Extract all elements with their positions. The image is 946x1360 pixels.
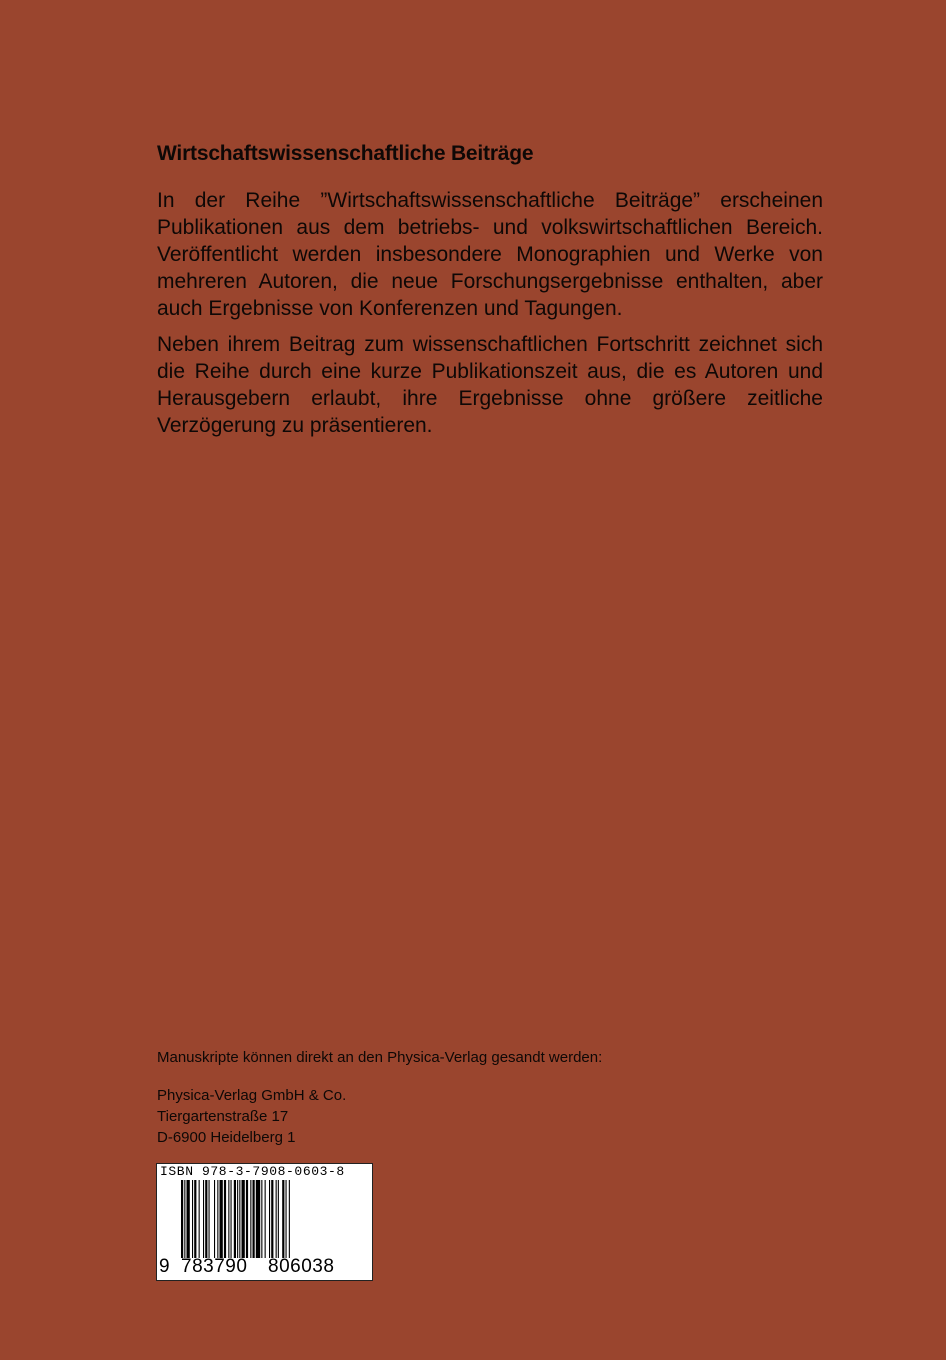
ean-number (159, 1256, 364, 1278)
barcode-bar (181, 1180, 183, 1258)
barcode-bar (250, 1180, 251, 1258)
ean-right-group: 806038 (268, 1256, 335, 1277)
barcode-bar (261, 1180, 262, 1258)
barcode-bar (192, 1180, 193, 1258)
barcode-bar (237, 1180, 238, 1258)
barcode-bar (205, 1180, 207, 1258)
barcode-bar (203, 1180, 204, 1258)
barcode-bar (286, 1180, 287, 1258)
barcode-bar (231, 1180, 232, 1258)
ean-left-group: 783790 (181, 1256, 248, 1277)
barcode-bar (276, 1180, 277, 1258)
barcode-bar (253, 1180, 255, 1258)
series-description-paragraph: In der Reihe ”Wirtschaftswissenschaftliche Beiträge” erscheinen Publikationen aus dem betriebs- und volkswirtschaftlichen Bereich. Veröffentlicht werden insbesondere Monographien und Werke von mehreren Autoren, die neue Forschungsergebnisse enthalten, aber auch Ergebnisse von Konferenzen und Tagungen. (157, 189, 823, 320)
barcode-bar (184, 1180, 185, 1258)
series-title: Wirtschaftswissenschaftliche Beiträge (157, 142, 534, 165)
address-line-city: D-6900 Heidelberg 1 (157, 1129, 296, 1146)
barcode-bar (234, 1180, 236, 1258)
ean-first-digit: 9 (159, 1256, 171, 1277)
barcode-bar (209, 1180, 210, 1258)
barcode-bar (246, 1180, 248, 1258)
barcode-bar (187, 1180, 190, 1258)
publisher-address (157, 1085, 346, 1148)
barcode-bar (228, 1180, 229, 1258)
submission-note: Manuskripte können direkt an den Physica-Verlag gesandt werden: (157, 1049, 603, 1066)
barcode-bar (265, 1180, 266, 1258)
address-line-company: Physica-Verlag GmbH & Co. (157, 1087, 347, 1104)
barcode-bar (289, 1180, 290, 1258)
isbn-barcode (156, 1163, 373, 1281)
barcode-bar (194, 1180, 196, 1258)
barcode-bar (278, 1180, 279, 1258)
barcode-bar (242, 1180, 245, 1258)
isbn-text: ISBN 978-3-7908-0603-8 (160, 1164, 345, 1179)
barcode-bar (224, 1180, 226, 1258)
barcode-bar (217, 1180, 218, 1258)
barcode-bar (282, 1180, 284, 1258)
barcode-bar (220, 1180, 223, 1258)
barcode-bar (269, 1180, 270, 1258)
barcode-bar (214, 1180, 215, 1258)
barcode-bar (256, 1180, 260, 1258)
barcode-bar (271, 1180, 273, 1258)
series-benefit-paragraph: Neben ihrem Beitrag zum wissenschaftlichen Fortschritt zeichnet sich die Reihe durch eine kurze Publikationszeit aus, die es Autoren und Herausgebern erlaubt, ihre Ergebnisse ohne größere zeitliche Verzögerung zu präsentieren. (157, 333, 823, 437)
barcode-bar (239, 1180, 240, 1258)
barcode-bars (181, 1180, 353, 1260)
barcode-bar (199, 1180, 200, 1258)
address-line-street: Tiergartenstraße 17 (157, 1108, 289, 1125)
